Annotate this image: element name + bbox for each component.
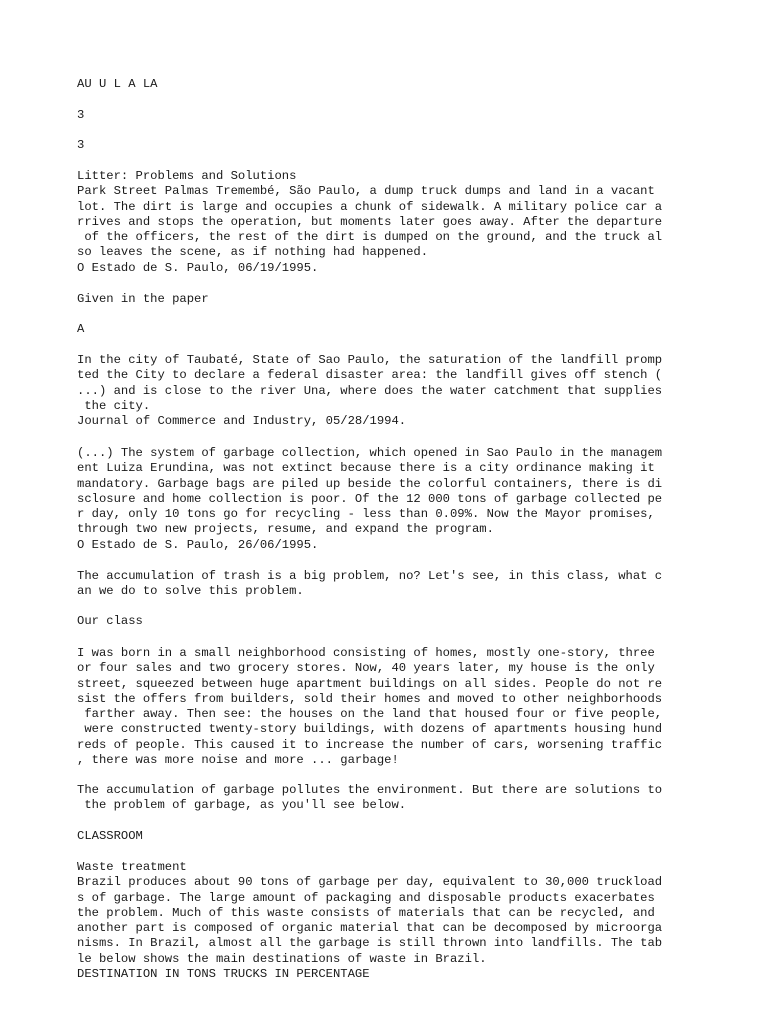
text-line: an we do to solve this problem.	[77, 584, 304, 599]
text-line: r day, only 10 tons go for recycling - less than 0.09%. Now the Mayor promises,	[77, 507, 655, 522]
text-line: Park Street Palmas Tremembé, São Paulo, a dump truck dumps and land in a vacant	[77, 184, 655, 199]
text-line: mandatory. Garbage bags are piled up beside the colorful containers, there is di	[77, 476, 663, 491]
given-note: Given in the paper	[77, 292, 209, 306]
section-marker: A	[77, 322, 85, 336]
collection-paragraph	[77, 446, 757, 553]
lesson-number: 3	[77, 108, 85, 122]
text-line: I was born in a small neighborhood consisting of homes, mostly one-story, three	[77, 646, 655, 660]
text-line: through two new projects, resume, and expand the program.	[77, 522, 494, 537]
text-line: The accumulation of trash is a big problem, no? Let's see, in this class, what c	[77, 569, 663, 583]
text-line: the city.	[77, 398, 151, 413]
text-line: sist the offers from builders, sold their homes and moved to other neighborhoods	[77, 691, 663, 706]
neighborhood-paragraph	[77, 646, 757, 768]
pollutes-paragraph	[77, 783, 757, 814]
waste-treatment-section	[77, 860, 757, 982]
intro-paragraph	[77, 169, 757, 276]
text-line: another part is composed of organic material that can be decomposed by microorga	[77, 921, 663, 936]
text-line: the problem. Much of this waste consists of materials that can be recycled, and	[77, 905, 655, 920]
classroom-heading: CLASSROOM	[77, 829, 143, 843]
text-line: reds of people. This caused it to increase the number of cars, worsening traffic	[77, 737, 663, 752]
accumulation-paragraph	[77, 569, 757, 600]
text-line: The accumulation of garbage pollutes the environment. But there are solutions to	[77, 783, 663, 797]
lesson-header: AU U L A LA	[77, 77, 158, 91]
section-title: Litter: Problems and Solutions	[77, 169, 297, 183]
text-line: lot. The dirt is large and occupies a chunk of sidewalk. A military police car a	[77, 199, 663, 214]
text-line: were constructed twenty-story buildings, with dozens of apartments housing hund	[77, 722, 663, 737]
text-line: farther away. Then see: the houses on the land that housed four or five people,	[77, 707, 663, 722]
source-citation: Journal of Commerce and Industry, 05/28/1994.	[77, 414, 407, 429]
text-line: the problem of garbage, as you'll see below.	[77, 798, 407, 813]
text-line: sclosure and home collection is poor. Of the 12 000 tons of garbage collected pe	[77, 491, 663, 506]
source-citation: O Estado de S. Paulo, 26/06/1995.	[77, 537, 319, 552]
text-line: ...) and is close to the river Una, where does the water catchment that supplies	[77, 383, 663, 398]
taubate-paragraph	[77, 353, 757, 429]
text-line: nisms. In Brazil, almost all the garbage is still thrown into landfills. The tab	[77, 936, 663, 951]
text-line: In the city of Taubaté, State of Sao Paulo, the saturation of the landfill promp	[77, 353, 663, 367]
our-class-heading: Our class	[77, 614, 143, 628]
text-line: (...) The system of garbage collection, which opened in Sao Paulo in the managem	[77, 446, 663, 460]
text-line: , there was more noise and more ... garbage!	[77, 753, 399, 768]
table-header-line: DESTINATION IN TONS TRUCKS IN PERCENTAGE	[77, 967, 370, 982]
text-line: of the officers, the rest of the dirt is dumped on the ground, and the truck al	[77, 230, 663, 245]
text-line: le below shows the main destinations of waste in Brazil.	[77, 951, 487, 966]
text-line: ent Luiza Erundina, was not extinct because there is a city ordinance making it	[77, 461, 655, 476]
text-line: Brazil produces about 90 tons of garbage per day, equivalent to 30,000 truckload	[77, 875, 663, 890]
text-line: ted the City to declare a federal disaster area: the landfill gives off stench (	[77, 368, 663, 383]
text-line: rrives and stops the operation, but moments later goes away. After the departure	[77, 214, 663, 229]
source-citation: O Estado de S. Paulo, 06/19/1995.	[77, 260, 319, 275]
text-line: street, squeezed between huge apartment buildings on all sides. People do not re	[77, 676, 663, 691]
text-line: s of garbage. The large amount of packaging and disposable products exacerbates	[77, 890, 655, 905]
section-title: Waste treatment	[77, 860, 187, 874]
text-line: or four sales and two grocery stores. Now, 40 years later, my house is the only	[77, 661, 655, 676]
lesson-number-repeat: 3	[77, 138, 85, 152]
text-line: so leaves the scene, as if nothing had happened.	[77, 245, 429, 260]
